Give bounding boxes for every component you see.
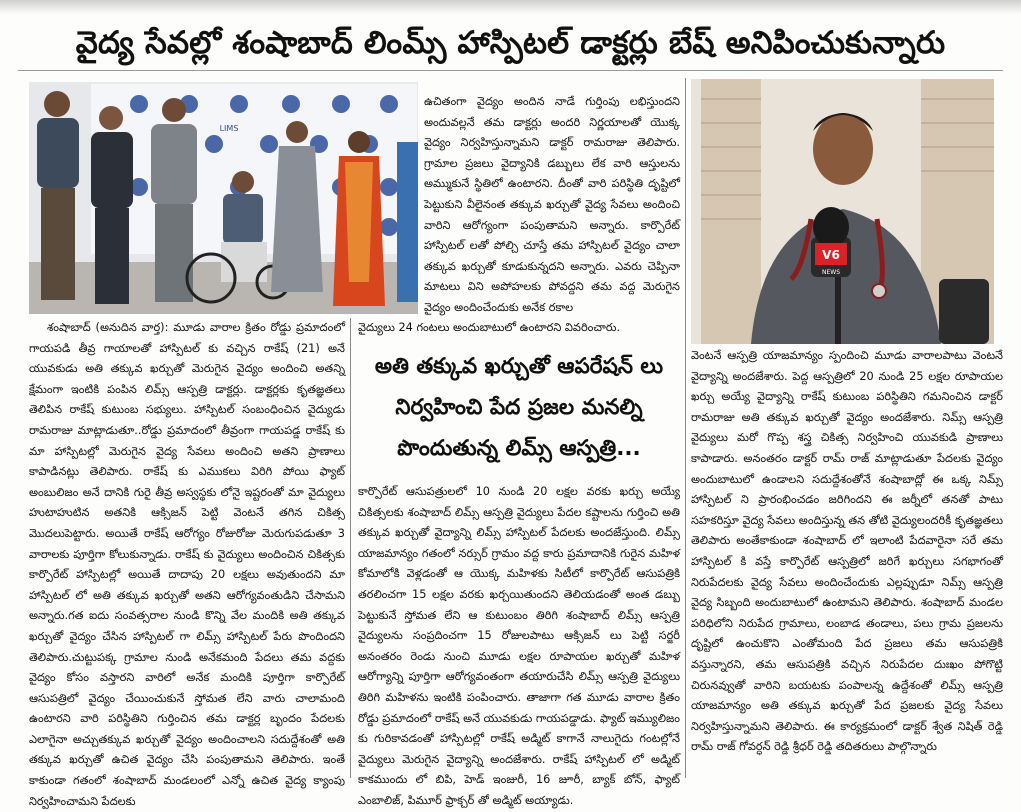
chair	[939, 279, 989, 344]
group-photo	[29, 82, 418, 314]
article-paragraph: వెంటనే ఆస్పత్రి యాజమాన్యం స్పందించి మూడు వారాలపాటు వెంటనే వైద్యాన్ని అందజేశారు. పెద్ద ఆస్పత్రిలో 20 నుండి 25 లక్షల రూపాయల ఖర్చు అయ్యే వైద్యాన్ని రాకేష్ కుటుంబ పరిస్థితిని గమనించిన డాక్టర్ రామరాజు అతి తక్కువ ఖర్చుతో వైద్యం అందజేశారు. నిమ్స్ ఆస్పత్రి వైద్యులు మరో గొప్ప శస్త్ర చికిత్స నిర్వహించి యువకుడి ప్రాణాలు కాపాడారు. అనంతరం డాక్టర్ రామ్ రాజ్ మాట్లాడుతూ పేదలకు వైద్యం అందుబాటులో ఉండాలని సదుద్దేశంతోనే శంషాబాద్లో ఈ ఒక్క నిమ్స్ హాస్పిటల్ ని ప్రారంభించడం జరిగిందని ఈ జర్నీలో తనతో పాటు సహకరిస్తూ వైద్య సేవలు అందిస్తున్న తన తోటి వైద్యులందరికీ కృతజ్ఞతలు తెలిపారు అంతేకాకుండా శంషాబాద్ లో ఇలాంటి పేదవారైనా సరే తమ హాస్పిటల్ కి వస్తే కార్పొరేట్ ఆస్పత్రిలో జరిగే ఖర్చులు సగభాగంతో నిరుపేదలకు వైద్య సేవలు అందించేందుకు ఎల్లప్పుడూ నిమ్స్ ఆస్పత్రి వైద్య సిబ్బంది అందుబాటులో ఉంటామని తెలిపారు. శంషాబాద్ మండల పరిధిలోని నిరుపేద గ్రామాలు, లంబాడ తండాలు, పలు గ్రామ ప్రజలను దృష్టిలో ఉంచుకొని ఎంతోమంది పేద ప్రజలు తమ ఆసుపత్రికి వస్తున్నారని, తమ ఆసుపత్రికి వచ్చిన నిరుపేదల దుఃఖం పోగొట్టి చిరునవ్వుతో వారిని బయటకు పంపాలన్న ఉద్దేశంతో లిమ్స్ ఆస్పత్రి యాజమాన్యం అతి తక్కువ ఖర్చుతో పేద ప్రజలకు వైద్య సేవలు నిర్వహిస్తున్నామని తెలిపారు. ఈ కార్యక్రమంలో డాక్టర్ శ్వేత నిషిత్ రెడ్డి రామ్ రాజ్ గోవర్ధన్ రెడ్డి శ్రీధర్ రెడ్డి తదితరులు పాల్గొన్నారు	[691, 349, 1003, 754]
article-column-left	[29, 318, 345, 808]
scan-edge	[0, 0, 1021, 14]
column-divider	[685, 78, 686, 778]
headline-rule	[18, 70, 1003, 71]
person-3	[151, 98, 197, 302]
person-6	[397, 142, 418, 302]
doctor-photo	[691, 79, 994, 344]
column-divider	[350, 318, 351, 778]
article-paragraph: కార్పొరేట్ ఆసుపత్రులలో 10 నుండి 20 లక్షల వరకు ఖర్చు అయ్యే చికిత్సలకు శంషాబాద్ లిమ్స్ ఆస్పత్రి వైద్యులు పేదల కష్టాలను గుర్తించి అతి తక్కువ ఖర్చుతో వైద్యాన్ని లిమ్స్ హాస్పిటల్ పేదలకు అందజేస్తుంది. లిమ్స్ యాజమాన్యం గతంలో నర్సుర్ గ్రామం వద్ద కారు ప్రమాదానికి గురైన మహిళ కోమాలోకి వెళ్లడంతో ఆ యొక్క మహిళకు సిటీలో కార్పొరేట్ ఆసుపత్రికి తరలించగా 15 లక్షల వరకు ఖర్చయితుందని తెలియడంతో అంత డబ్బు పెట్టుకునే స్తోమత లేని ఆ కుటుంబం తిరిగి శంషాబాద్ లిమ్స్ ఆస్పత్రి వైద్యులను సంప్రదించగా 15 రోజులపాటు ఆక్సిజన్ లు పెట్టి సర్జరీ అనంతరం రెండు నుంచి మూడు లక్షల రూపాయల ఖర్చుతో మహిళ ఆరోగ్యాన్ని పూర్తిగా ఆరోగ్యవంతంగా తయారుచేసి లిమ్స్ ఆస్పత్రి వైద్యులు తిరిగి మహిళను ఇంటికి పంపించారు. తాజాగా గత మూడు వారాల క్రితం రోడ్డు ప్రమాదంలో రాకేష్ అనే యువకుడు గాయపడ్డాడు. ఫ్యాట్ ఇమ్యులిజం కు గురికావడంతో హాస్పిటల్లో రాకేష్ అడ్మిట్ కాగానే నాలుగైదు గంటల్లోనే వైద్యులు మెరుగైన వైద్యాన్ని అందజేశారు. రాకేష్ హాస్పిటల్ లో అడ్మిట్ కాకముందు లో బిపి, హెడ్ ఇంజురీ, 16 జూరీ, బ్యాక్ బోన్, ఫ్యాట్ ఎంబాలిజ్, పిమూర్ ఫ్రాక్చర్ తో అడ్మిట్ అయ్యాడు.	[358, 485, 680, 807]
article-column-middle	[358, 482, 680, 807]
subheadline-line: అతి తక్కువ ఖర్చుతో ఆపరేషన్ లు	[374, 354, 664, 379]
channel-logo: V6	[822, 248, 840, 262]
channel-logo-sub: NEWS	[821, 269, 841, 276]
group-photo-illustration	[29, 82, 418, 314]
person-2	[91, 106, 133, 304]
article-column-top	[424, 92, 680, 336]
subheadline-line: పొందుతున్న లిమ్స్ ఆస్పత్రి...	[397, 436, 641, 461]
article-paragraph: శంషాబాద్ (అనుదిన వార్త): మూడు వారాల క్రితం రోడ్డు ప్రమాదంలో గాయపడి తీవ్ర గాయాలతో హాస్పిటల్ కు వచ్చిన రాకేష్ (21) అనే యువకుడు అతి తక్కువ ఖర్చుతో మెరుగైన వైద్యం అందించి అతన్ని క్షేమంగా ఇంటికి పంపిన లిమ్స్ ఆస్పత్రి డాక్టర్లు. డాక్టర్లకు కృతజ్ఞతలు తెలిపిన రాకేష్ కుటుంబ సభ్యులు. హాస్పిటల్ సంబంధించిన వైద్యుడు రామరాజు మాట్లాడుతూ..రోడ్డు ప్రమాదంలో తీవ్రంగా గాయపడ్డ రాకేష్ కు మా హాస్పిటల్లో మెరుగైన వైద్య సేవలు అందించి అతని ప్రాణాలు కాపాడినట్లు తెలిపారు. రాకేష్ కు ఎముకలు విరిగి పోయి ఫ్యాట్ అంబులిజం అనే దానికి గురై తీవ్ర అస్వస్థకు లోనై ఇష్టరంతో మా వైద్యులు హుటాహుటిన అతనికి ఆక్సిజన్ పెట్టి వెంటనే తగిన చికిత్స మొదలుపెట్టారు. అయితే రాకేష్ ఆరోగ్యం రోజురోజు మెరుగుపడుతూ 3 వారాలకు పూర్తిగా కోలుకున్నాడు. రాకేష్ కు వైద్యులు అందించిన చికిత్సకు కార్పొరేట్ హాస్పిటల్లో అయితే దాదాపు 20 లక్షలు అవుతుందని మా హాస్పిటల్ లో అతి తక్కువ ఖర్చుతో అతని ఆరోగ్యవంతుడిని చేసామని అన్నారు.గత ఐదు సంవత్సరాల నుండి కొన్ని వేల మందికి అతి తక్కువ ఖర్చుతో వైద్యం చేసిన హాస్పిటల్ గా లిమ్స్ హాస్పిటల్ పేరు పొందిందని తెలిపారు.చుట్టుపక్క గ్రామాల నుండి అనేకమంది పేదలు తమ వద్దకు వైద్యం కోసం వస్తారని వారిలో అనేక మందికి పూర్తిగా కార్పొరేట్ ఆసుపత్రిలో వైద్యం చేయించుకునే స్తోమత లేని వారు చాలామంది ఉంటారని వారి పరిస్థితిని గుర్తించిన తమ డాక్టర్ల బృందం పేదలకు ఎలాగైనా అచ్చుతక్కువ ఖర్చుతో వైద్యం అందించాలని సదుద్దేశంతో అతి తక్కువ ఖర్చుతో ఉచిత వైద్యం చేసి పంపుతామని తెలిపారు. ఇంతే కాకుండా గతంలో శంషాబాద్ మండలంలో ఎన్నో ఉచిత వైద్య క్యాంపు నిర్వహించామని పేదలకు	[29, 321, 345, 808]
subheadline-box	[358, 346, 680, 470]
article-column-right	[691, 346, 1003, 778]
person-1	[37, 91, 79, 300]
banner-logo-text: LIMS	[219, 124, 239, 133]
headline: వైద్య సేవల్లో శంషాబాద్ లింమ్స్ హాస్పిటల్ డాక్టర్లు బేష్ అనిపించుకున్నారు	[75, 25, 946, 61]
article-line	[358, 318, 680, 340]
person-5	[333, 131, 385, 306]
subheadline-line: నిర్వహించి పేద ప్రజల మనల్ని	[395, 395, 643, 420]
doctor-photo-illustration	[691, 79, 994, 344]
article-paragraph: ఉచితంగా వైద్యం అందిన నాడే గుర్తింపు లభిస్తుందని అందువల్లనే తమ డాక్టర్లు అందరి నిర్ణయాలతో యొక్క వైద్యం నిర్వహిస్తున్నామని డాక్టర్ రామరాజు తెలిపారు. గ్రామాల ప్రజలు వైద్యానికి డబ్బులు లేక వారి ఆస్తులను అమ్ముకునే స్థితిలో ఉంటారని. దీంతో వారి పరిస్థితి దృష్టిలో పెట్టుకుని వీలైనంత తక్కువ ఖర్చుతో వైద్య సేవలు అందించి వారిని ఆరోగ్యంగా పంపుతామని అన్నారు. కార్పొరేట్ హాస్పిటల్ లతో పోల్చి చూస్తే తమ హాస్పిటల్ వైద్యం చాలా తక్కువ ఖర్చుతో కూడుకున్నదని అన్నారు. ఎవరు చెప్పినా మాటలు విని అపోహలకు పోవద్దని తమ వద్ద మెరుగైన వైద్యం అందించేందుకు అనేక రకాల	[424, 95, 680, 314]
article-paragraph: వైద్యులు 24 గంటలు అందుబాటులో ఉంటారని వివరించారు.	[358, 321, 621, 334]
